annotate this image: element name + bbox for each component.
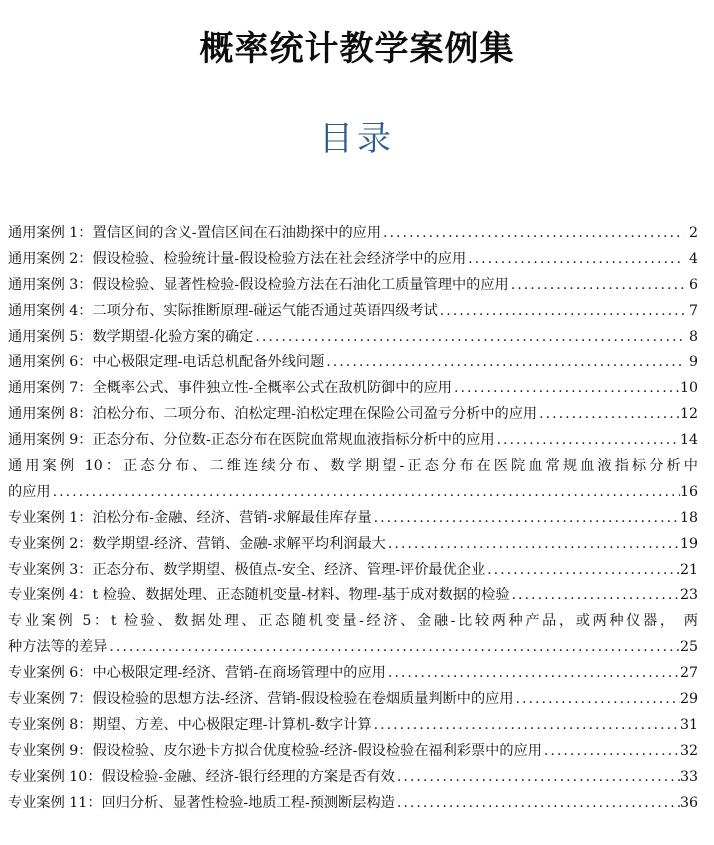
toc-page-number: 18 <box>679 509 698 526</box>
toc-leader-dots <box>452 376 680 402</box>
toc-entry-line <box>8 506 698 532</box>
toc-page-number: 12 <box>679 406 698 423</box>
toc-entry-label: 通用案例 5：数学期望-化验方案的确定 <box>8 328 254 345</box>
toc-page-number: 8 <box>688 328 698 345</box>
toc-entry-label-continued: 种方法等的差异 <box>8 639 108 656</box>
toc-entry-label: 通用案例 7：全概率公式、事件独立性-全概率公式在敌机防御中的应用 <box>8 380 452 397</box>
toc-page-number: 10 <box>679 380 698 397</box>
toc-leader-dots <box>510 583 680 609</box>
toc-page-number: 33 <box>679 768 698 785</box>
toc-entry[interactable] <box>8 661 698 687</box>
toc-entry-line <box>8 221 698 247</box>
toc-entry-line <box>8 765 698 791</box>
toc-leader-dots <box>395 791 680 817</box>
toc-entry[interactable] <box>8 247 698 273</box>
toc-entry-line <box>8 428 698 454</box>
toc-entry-label-continued: 的应用 <box>8 483 51 500</box>
toc-entry-label: 专业案例 10：假设检验-金融、经济-银行经理的方案是否有效 <box>8 768 395 785</box>
toc-entry-line <box>8 558 698 584</box>
toc-entry-label: 专业案例 9：假设检验、皮尔逊卡方拟合优度检验-经济-假设检验在福利彩票中的应用 <box>8 742 542 759</box>
toc-entry[interactable] <box>8 221 698 247</box>
toc-entry-line <box>8 739 698 765</box>
toc-entry-label: 专业案例 2：数学期望-经济、营销、金融-求解平均利润最大 <box>8 535 386 552</box>
toc-entry[interactable] <box>8 350 698 376</box>
toc-entry[interactable] <box>8 791 698 817</box>
toc-page-number: 14 <box>679 432 698 449</box>
toc-page-number: 16 <box>679 483 698 500</box>
toc-leader-dots <box>514 687 680 713</box>
toc-leader-dots <box>253 325 684 351</box>
toc-entry-line <box>8 791 698 817</box>
toc-entry-line <box>8 402 698 428</box>
toc-entry[interactable] <box>8 428 698 454</box>
toc-page-number: 29 <box>679 691 698 708</box>
toc-entry-label: 通用案例 2：假设检验、检验统计量-假设检验方法在社会经济学中的应用 <box>8 250 467 267</box>
toc-entry[interactable] <box>8 558 698 584</box>
toc-entry-label: 专业案例 7：假设检验的思想方法-经济、营销-假设检验在卷烟质量判断中的应用 <box>8 691 514 708</box>
toc-entry[interactable] <box>8 454 698 506</box>
toc-entry-line <box>8 247 698 273</box>
toc-entry[interactable] <box>8 402 698 428</box>
toc-entry[interactable] <box>8 506 698 532</box>
toc-leader-dots <box>395 765 680 791</box>
toc-entry-line <box>8 687 698 713</box>
toc-entry-label: 通用案例 6：中心极限定理-电话总机配备外线问题 <box>8 354 325 371</box>
toc-page-number: 27 <box>679 665 698 682</box>
toc-entry-line <box>8 376 698 402</box>
toc-page-number: 19 <box>679 535 698 552</box>
toc-leader-dots <box>542 739 680 765</box>
toc-leader-dots <box>372 506 680 532</box>
toc-entry[interactable] <box>8 765 698 791</box>
toc-page-number: 6 <box>688 276 698 293</box>
toc-entry-line <box>8 661 698 687</box>
toc-entry[interactable] <box>8 583 698 609</box>
toc-entry-line <box>8 299 698 325</box>
toc-leader-dots <box>107 635 680 661</box>
toc-leader-dots <box>495 428 680 454</box>
toc-entry[interactable] <box>8 687 698 713</box>
toc-leader-dots <box>386 661 680 687</box>
toc-entry-line <box>8 609 698 635</box>
toc-entry-label: 专业案例 5：t 检验、数据处理、正态随机变量-经济、金融-比较两种产品，或两种仪器， 两 <box>8 613 698 630</box>
toc-entry-label: 专业案例 11：回归分析、显著性检验-地质工程-预测断层构造 <box>8 794 395 811</box>
toc-entry-label: 专业案例 1：泊松分布-金融、经济、营销-求解最佳库存量 <box>8 509 372 526</box>
toc-page-number: 25 <box>679 639 698 656</box>
toc-entry[interactable] <box>8 532 698 558</box>
toc-page-number: 31 <box>679 716 698 733</box>
toc-entry[interactable] <box>8 609 698 661</box>
toc-entry[interactable] <box>8 325 698 351</box>
toc-leader-dots <box>537 402 680 428</box>
toc-leader-dots <box>372 713 680 739</box>
toc-leader-dots <box>386 532 680 558</box>
toc-entry-label: 通用案例 10：正态分布、二维连续分布、数学期望-正态分布在医院血常规血液指标分析中 <box>8 458 698 475</box>
toc-entry[interactable] <box>8 739 698 765</box>
toc-entry-label: 通用案例 3：假设检验、显著性检验-假设检验方法在石油化工质量管理中的应用 <box>8 276 509 293</box>
toc-page-number: 36 <box>679 794 698 811</box>
toc-entry[interactable] <box>8 376 698 402</box>
toc-entry-label: 专业案例 6：中心极限定理-经济、营销-在商场管理中的应用 <box>8 665 386 682</box>
toc-entry-line <box>8 273 698 299</box>
toc-leader-dots <box>485 558 680 584</box>
toc-leader-dots <box>381 221 684 247</box>
toc-entry-line <box>8 350 698 376</box>
toc-leader-dots <box>509 273 684 299</box>
document-title: 概率统计教学案例集 <box>199 29 515 69</box>
toc-entry-label: 通用案例 9：正态分布、分位数-正态分布在医院血常规血液指标分析中的应用 <box>8 432 495 449</box>
toc-entry-label: 通用案例 8：泊松分布、二项分布、泊松定理-泊松定理在保险公司盈亏分析中的应用 <box>8 406 538 423</box>
toc-entry-label: 专业案例 4：t 检验、数据处理、正态随机变量-材料、物理-基于成对数据的检验 <box>8 587 510 604</box>
toc-entry-line <box>8 325 698 351</box>
toc-entry-label: 专业案例 3：正态分布、数学期望、极值点-安全、经济、管理-评价最优企业 <box>8 561 486 578</box>
toc-page-number: 32 <box>679 742 698 759</box>
toc-entry[interactable] <box>8 273 698 299</box>
toc-entry-line <box>8 532 698 558</box>
toc-page-number: 23 <box>679 587 698 604</box>
toc-entry-label: 通用案例 1：置信区间的含义-置信区间在石油勘探中的应用 <box>8 225 382 241</box>
toc-page-number: 4 <box>688 250 698 267</box>
toc-entry-line <box>8 635 698 661</box>
toc-heading: 目录 <box>319 119 395 159</box>
toc-entry-line <box>8 713 698 739</box>
toc-entry-line <box>8 480 698 506</box>
toc-page-number: 9 <box>688 354 698 371</box>
toc-page-number: 7 <box>688 302 698 319</box>
toc-page-number: 21 <box>679 561 698 578</box>
toc-leader-dots <box>438 299 684 325</box>
table-of-contents <box>8 221 698 816</box>
toc-leader-dots <box>324 350 684 376</box>
toc-entry-label: 专业案例 8：期望、方差、中心极限定理-计算机-数字计算 <box>8 716 372 733</box>
toc-entry-line <box>8 454 698 480</box>
toc-page-number: 2 <box>688 225 698 241</box>
toc-entry-line <box>8 583 698 609</box>
toc-entry[interactable] <box>8 299 698 325</box>
toc-entry[interactable] <box>8 713 698 739</box>
toc-leader-dots <box>466 247 684 273</box>
toc-leader-dots <box>51 480 680 506</box>
toc-entry-label: 通用案例 4：二项分布、实际推断原理-碰运气能否通过英语四级考试 <box>8 302 438 319</box>
